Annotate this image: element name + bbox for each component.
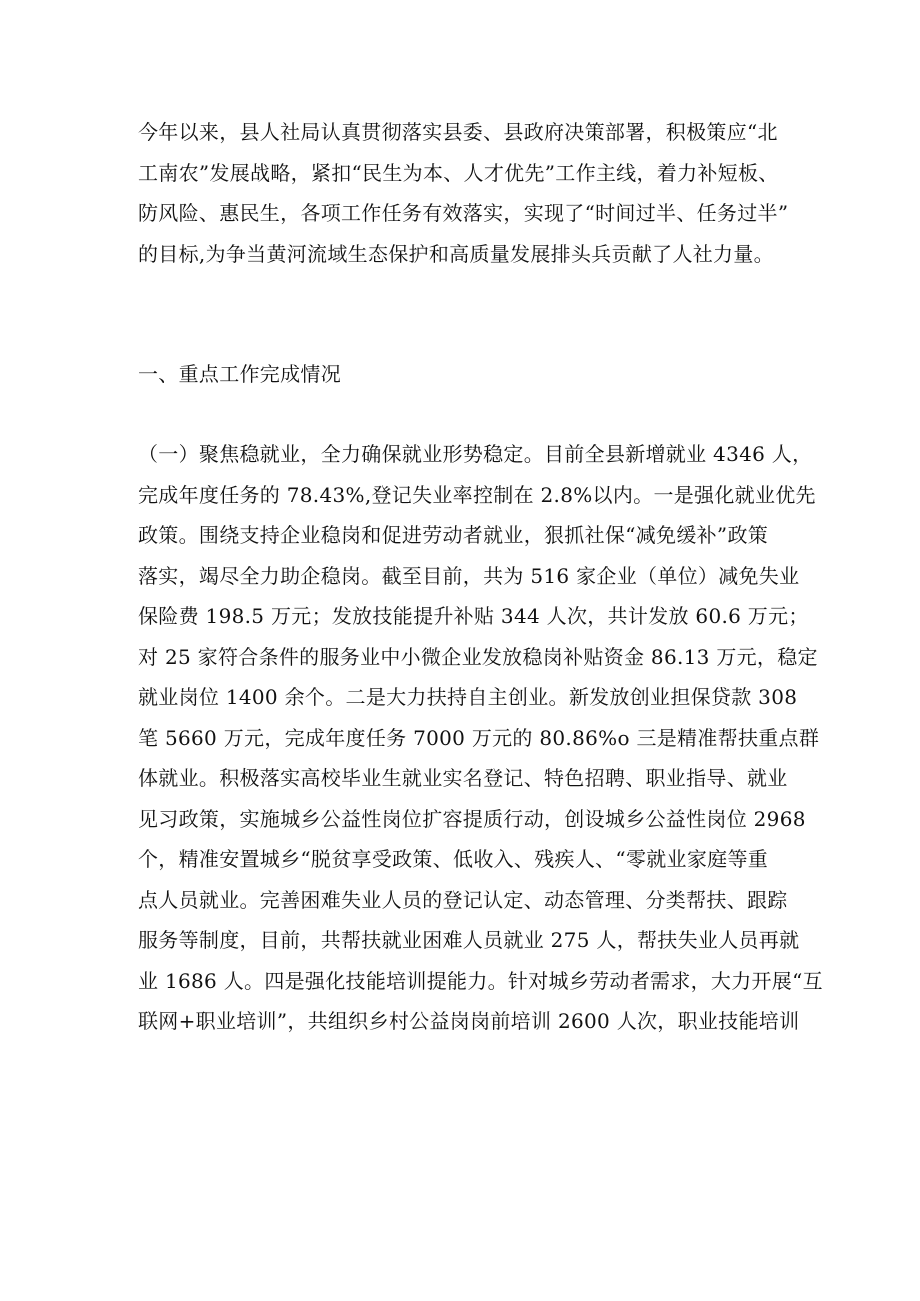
employment-line: 笔 5660 万元，完成年度任务 7000 万元的 80.86%o 三是精准帮扶重点群 [138,725,820,750]
employment-line: 落实，竭尽全力助企稳岗。截至目前，共为 516 家企业（单位）减免失业 [138,563,800,588]
section-heading: 一、重点工作完成情况 [138,362,341,386]
employment-line: 联网+职业培训”，共组织乡村公益岗岗前培训 2600 人次，职业技能培训 [138,1009,800,1033]
employment-line: 服务等制度，目前，共帮扶就业困难人员就业 275 人，帮扶失业人员再就 [138,928,800,952]
employment-line: 点人员就业。完善困难失业人员的登记认定、动态管理、分类帮扶、跟踪 [138,887,788,912]
employment-line: 见习政策，实施城乡公益性岗位扩容提质行动，创设城乡公益性岗位 2968 [138,806,806,831]
intro-line: 的目标,为争当黄河流域生态保护和高质量发展排头兵贡献了人社力量。 [138,241,774,266]
intro-line: 今年以来，县人社局认真贯彻落实县委、县政府决策部署，积极策应“北 [138,120,778,144]
intro-line: 工南农”发展战略，紧扣“民生为本、人才优先”工作主线，着力补短板、 [138,160,779,185]
employment-line: 保险费 198.5 万元；发放技能提升补贴 344 人次，共计发放 60.6 万元； [138,604,809,628]
employment-line: 完成年度任务的 78.43%,登记失业率控制在 2.8%以内。一是强化就业优先 [138,482,816,507]
employment-line: 就业岗位 1400 余个。二是大力扶持自主创业。新发放创业担保贷款 308 [138,685,798,709]
employment-line: 对 25 家符合条件的服务业中小微企业发放稳岗补贴资金 86.13 万元，稳定 [138,644,818,669]
intro-paragraph [138,112,788,274]
employment-line: 政策。围绕支持企业稳岗和促进劳动者就业，狠抓社保“减免缓补”政策 [138,523,769,547]
employment-line: 业 1686 人。四是强化技能培训提能力。针对城乡劳动者需求，大力开展“互 [138,968,823,993]
employment-line: （一）聚焦稳就业，全力确保就业形势稳定。目前全县新增就业 4346 人， [138,442,813,466]
employment-paragraph [138,434,823,1042]
employment-line: 个，精准安置城乡“脱贫享受政策、低收入、残疾人、“零就业家庭等重 [138,847,769,871]
intro-line: 防风险、惠民生，各项工作任务有效落实，实现了“时间过半、任务过半” [138,201,789,225]
employment-line: 体就业。积极落实高校毕业生就业实名登记、特色招聘、职业指导、就业 [138,766,788,790]
